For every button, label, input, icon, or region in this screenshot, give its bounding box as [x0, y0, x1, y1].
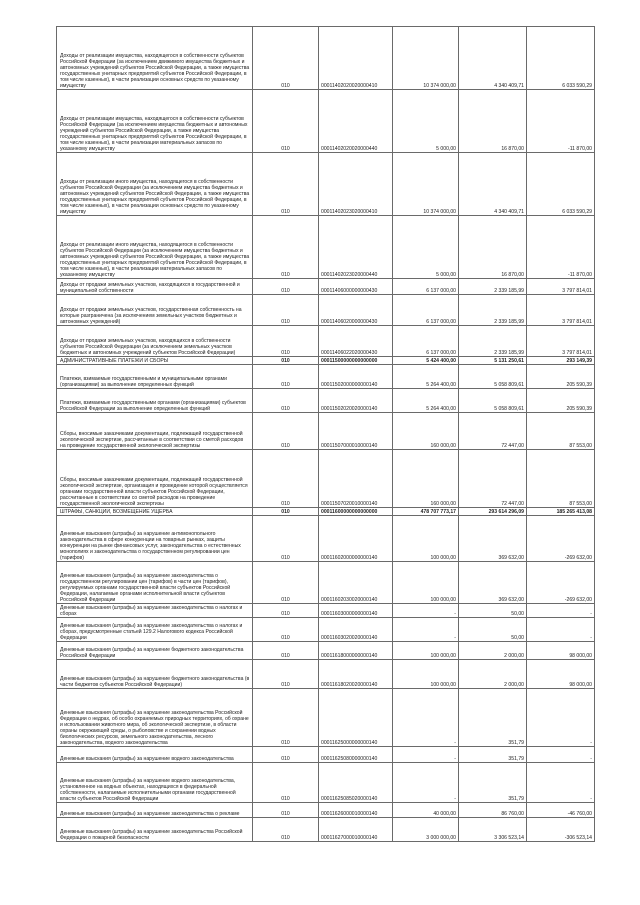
row-name: Доходы от продажи земельных участков, находящихся в собственности субъектов Российской Федерации (за исключением земельных участков бюджетных и автономных учреждений субъектов Российской Федерации) [57, 326, 253, 357]
row-plan: - [393, 763, 459, 803]
row-kbk: 00011625000000000140 [319, 689, 393, 747]
row-plan: 5 264 400,00 [393, 389, 459, 413]
row-fact: 369 632,00 [459, 516, 527, 562]
row-fact: 2 339 185,99 [459, 326, 527, 357]
row-fact: 369 632,00 [459, 562, 527, 604]
table-row [57, 618, 595, 642]
row-plan: 5 000,00 [393, 90, 459, 153]
row-code: 010 [253, 279, 319, 295]
row-name: Сборы, вносимые заказчиками документации, подлежащей государственной экологической экспертизе, рассчитанные в соответствии со сметой расходов на проведение государственной экологической экспертизы [57, 413, 253, 450]
row-kbk: 00011600000000000000 [319, 508, 393, 516]
row-kbk: 00011603000000000140 [319, 604, 393, 618]
row-rest: -269 632,00 [527, 516, 595, 562]
row-kbk: 00011602000000000140 [319, 516, 393, 562]
row-rest: - [527, 618, 595, 642]
row-code: 010 [253, 763, 319, 803]
row-fact: 2 339 185,99 [459, 295, 527, 326]
row-code: 010 [253, 660, 319, 689]
row-rest: 98 000,00 [527, 642, 595, 660]
row-fact: 3 306 523,14 [459, 818, 527, 842]
table-row [57, 604, 595, 618]
row-fact: 2 000,00 [459, 660, 527, 689]
row-kbk: 00011618000000000140 [319, 642, 393, 660]
row-code: 010 [253, 389, 319, 413]
row-kbk: 00011402020020000410 [319, 27, 393, 90]
row-fact: 351,79 [459, 747, 527, 763]
row-rest: -11 870,00 [527, 90, 595, 153]
row-fact: 50,00 [459, 618, 527, 642]
row-kbk: 00011502000000000140 [319, 365, 393, 389]
row-name: Денежные взыскания (штрафы) за нарушение водного законодательства, установленное на водных объектах, находящихся в федеральной собственности, налагаемые исполнительными органами государственной власти субъектов Российской Федерации [57, 763, 253, 803]
row-plan: 160 000,00 [393, 450, 459, 508]
row-name: Платежи, взимаемые государственными органами (организациями) субъектов Российской Федерации за выполнение определенных функций [57, 389, 253, 413]
row-name: Денежные взыскания (штрафы) за нарушение законодательства о налогах и сборах [57, 604, 253, 618]
row-rest: -306 523,14 [527, 818, 595, 842]
row-rest: - [527, 763, 595, 803]
row-name: Доходы от реализации иного имущества, находящегося в собственности субъектов Российской Федерации (за исключением имущества бюджетных и автономных учреждений субъектов Российской Федерации, а также имущества государственных унитарных предприятий субъектов Российской Федерации, в том числе казенных), в части реализации материальных запасов по указанному имуществу [57, 216, 253, 279]
row-code: 010 [253, 818, 319, 842]
row-plan: 100 000,00 [393, 562, 459, 604]
row-rest: 6 033 590,29 [527, 27, 595, 90]
row-kbk: 00011406022020000430 [319, 326, 393, 357]
table-row [57, 413, 595, 450]
row-name: Сборы, вносимые заказчиками документации, подлежащей государственной экологической экспертизе, организация и проведение которой осуществляется органами государственной власти субъектов Российской Федерации, рассчитанные в соответствии со сметой расходов на проведение государственной экологической экспертизы [57, 450, 253, 508]
income-table-body [57, 27, 595, 842]
table-row [57, 803, 595, 818]
table-row [57, 389, 595, 413]
row-fact: 72 447,00 [459, 450, 527, 508]
row-code: 010 [253, 642, 319, 660]
row-name: Доходы от реализации имущества, находящегося в собственности субъектов Российской Федерации (за исключением движимого имущества бюджетных и автономных учреждений субъектов Российской Федерации, а также имущества государственных унитарных предприятий субъектов Российской Федерации, в том числе казенных), в части реализации основных средств по указанному имуществу [57, 27, 253, 90]
table-row [57, 642, 595, 660]
row-code: 010 [253, 27, 319, 90]
row-kbk: 00011626000010000140 [319, 803, 393, 818]
row-name: Денежные взыскания (штрафы) за нарушение законодательства Российской Федерации о недрах, об особо охраняемых природных территориях, об охране и использовании животного мира, об экологической экспертизе, в области охраны окружающей среды, о рыболовстве и сохранении водных биологических ресурсов, земельного законодательства, лесного законодательства, водного законодательства [57, 689, 253, 747]
row-fact: 16 870,00 [459, 216, 527, 279]
row-name: Денежные взыскания (штрафы) за нарушение законодательства Российской Федерации о пожарной безопасности [57, 818, 253, 842]
row-code: 010 [253, 90, 319, 153]
table-row [57, 516, 595, 562]
row-name: Денежные взыскания (штрафы) за нарушение бюджетного законодательства (в части бюджетов субъектов Российской Федерации) [57, 660, 253, 689]
row-kbk: 00011406000000000430 [319, 279, 393, 295]
row-plan: 40 000,00 [393, 803, 459, 818]
row-kbk: 00011603020020000140 [319, 618, 393, 642]
table-row [57, 27, 595, 90]
row-rest: - [527, 604, 595, 618]
row-name: Денежные взыскания (штрафы) за нарушение водного законодательства [57, 747, 253, 763]
row-fact: 4 340 409,71 [459, 153, 527, 216]
row-code: 010 [253, 216, 319, 279]
row-plan: 6 137 000,00 [393, 326, 459, 357]
row-fact: 16 870,00 [459, 90, 527, 153]
row-name: Доходы от продажи земельных участков, государственная собственность на которые разграничена (за исключением земельных участков бюджетных и автономных учреждений) [57, 295, 253, 326]
row-code: 010 [253, 326, 319, 357]
row-fact: 293 614 296,09 [459, 508, 527, 516]
row-plan: 478 707 773,17 [393, 508, 459, 516]
row-code: 010 [253, 153, 319, 216]
table-row [57, 818, 595, 842]
row-plan: 10 374 000,00 [393, 27, 459, 90]
row-fact: 5 058 809,61 [459, 365, 527, 389]
row-fact: 2 000,00 [459, 642, 527, 660]
row-code: 010 [253, 413, 319, 450]
row-fact: 351,79 [459, 689, 527, 747]
row-rest: 98 000,00 [527, 660, 595, 689]
row-rest: 205 590,39 [527, 365, 595, 389]
row-kbk: 00011507020010000140 [319, 450, 393, 508]
row-plan: 6 137 000,00 [393, 295, 459, 326]
row-name: Денежные взыскания (штрафы) за нарушение антимонопольного законодательства в сфере конкуренции на товарных рынках, защиты конкуренции на рынке финансовых услуг, законодательства о естественных монополиях и законодательства о государственном регулировании цен (тарифов) [57, 516, 253, 562]
table-row [57, 295, 595, 326]
row-name: Доходы от реализации иного имущества, находящегося в собственности субъектов Российской Федерации (за исключением имущества бюджетных и автономных учреждений субъектов Российской Федерации, а также имущества государственных унитарных предприятий субъектов Российской Федерации, в том числе казенных), в части реализации основных средств по указанному имуществу [57, 153, 253, 216]
row-rest: 3 797 814,01 [527, 279, 595, 295]
row-code: 010 [253, 618, 319, 642]
row-rest: 205 590,39 [527, 389, 595, 413]
row-code: 010 [253, 516, 319, 562]
table-row [57, 562, 595, 604]
row-code: 010 [253, 689, 319, 747]
row-fact: 351,79 [459, 763, 527, 803]
row-kbk: 00011502020020000140 [319, 389, 393, 413]
table-row [57, 689, 595, 747]
row-plan: - [393, 604, 459, 618]
row-name: Денежные взыскания (штрафы) за нарушение бюджетного законодательства Российской Федерации [57, 642, 253, 660]
income-table [56, 26, 595, 842]
row-kbk: 00011500000000000000 [319, 357, 393, 365]
row-rest: 3 797 814,01 [527, 326, 595, 357]
row-plan: 100 000,00 [393, 516, 459, 562]
row-plan: 6 137 000,00 [393, 279, 459, 295]
row-rest: 3 797 814,01 [527, 295, 595, 326]
row-rest: -269 632,00 [527, 562, 595, 604]
row-fact: 5 131 250,61 [459, 357, 527, 365]
row-plan: 100 000,00 [393, 642, 459, 660]
row-code: 010 [253, 562, 319, 604]
row-code: 010 [253, 747, 319, 763]
table-row [57, 747, 595, 763]
row-kbk: 00011618020020000140 [319, 660, 393, 689]
row-kbk: 00011406020000000430 [319, 295, 393, 326]
row-code: 010 [253, 450, 319, 508]
row-code: 010 [253, 295, 319, 326]
row-name: Денежные взыскания (штрафы) за нарушение законодательства о налогах и сборах, предусмотренные статьей 129.2 Налогового кодекса Российской Федерации [57, 618, 253, 642]
row-kbk: 00011625085020000140 [319, 763, 393, 803]
row-name: Денежные взыскания (штрафы) за нарушение законодательства о государственном регулировании цен (тарифов) в части цен (тарифов), регулируемых органами государственной власти субъектов Российской Федерации, налагаемые органами исполнительной власти субъектов Российской Федерации [57, 562, 253, 604]
row-code: 010 [253, 803, 319, 818]
row-fact: 4 340 409,71 [459, 27, 527, 90]
row-plan: - [393, 747, 459, 763]
table-row [57, 508, 595, 516]
row-rest: - [527, 689, 595, 747]
row-name: Платежи, взимаемые государственными и муниципальными органами (организациями) за выполнение определенных функций [57, 365, 253, 389]
row-name: Доходы от реализации имущества, находящегося в собственности субъектов Российской Федерации (за исключением имущества бюджетных и автономных учреждений субъектов Российской Федерации, а также имущества государственных унитарных предприятий субъектов Российской Федерации, в том числе казенных), в части реализации материальных запасов по указанному имуществу [57, 90, 253, 153]
row-rest: 87 553,00 [527, 413, 595, 450]
table-row [57, 153, 595, 216]
table-row [57, 216, 595, 279]
row-kbk: 00011627000010000140 [319, 818, 393, 842]
row-plan: 10 374 000,00 [393, 153, 459, 216]
row-rest: -46 760,00 [527, 803, 595, 818]
row-name: Денежные взыскания (штрафы) за нарушение законодательства о рекламе [57, 803, 253, 818]
row-plan: 160 000,00 [393, 413, 459, 450]
row-code: 010 [253, 604, 319, 618]
row-rest: 185 265 413,08 [527, 508, 595, 516]
row-rest: 293 149,39 [527, 357, 595, 365]
row-fact: 72 447,00 [459, 413, 527, 450]
row-rest: 6 033 590,29 [527, 153, 595, 216]
table-row [57, 279, 595, 295]
row-name: Доходы от продажи земельных участков, находящихся в государственной и муниципальной собственности [57, 279, 253, 295]
table-row [57, 450, 595, 508]
table-row [57, 326, 595, 357]
row-kbk: 00011507000010000140 [319, 413, 393, 450]
table-row [57, 763, 595, 803]
table-row [57, 660, 595, 689]
row-kbk: 00011402020020000440 [319, 90, 393, 153]
row-code: 010 [253, 508, 319, 516]
row-plan: 5 000,00 [393, 216, 459, 279]
row-name: АДМИНИСТРАТИВНЫЕ ПЛАТЕЖИ И СБОРЫ [57, 357, 253, 365]
table-row [57, 90, 595, 153]
row-plan: - [393, 689, 459, 747]
row-kbk: 00011402023020000440 [319, 216, 393, 279]
table-row [57, 365, 595, 389]
row-plan: 100 000,00 [393, 660, 459, 689]
row-plan: 5 424 400,00 [393, 357, 459, 365]
row-kbk: 00011602030020000140 [319, 562, 393, 604]
row-code: 010 [253, 357, 319, 365]
row-rest: - [527, 747, 595, 763]
row-fact: 50,00 [459, 604, 527, 618]
row-fact: 86 760,00 [459, 803, 527, 818]
row-rest: -11 870,00 [527, 216, 595, 279]
table-row [57, 357, 595, 365]
row-rest: 87 553,00 [527, 450, 595, 508]
row-kbk: 00011625080000000140 [319, 747, 393, 763]
row-name: ШТРАФЫ, САНКЦИИ, ВОЗМЕЩЕНИЕ УЩЕРБА [57, 508, 253, 516]
row-fact: 5 058 809,61 [459, 389, 527, 413]
row-code: 010 [253, 365, 319, 389]
row-plan: - [393, 618, 459, 642]
row-plan: 3 000 000,00 [393, 818, 459, 842]
row-plan: 5 264 400,00 [393, 365, 459, 389]
row-fact: 2 339 185,99 [459, 279, 527, 295]
row-kbk: 00011402023020000410 [319, 153, 393, 216]
